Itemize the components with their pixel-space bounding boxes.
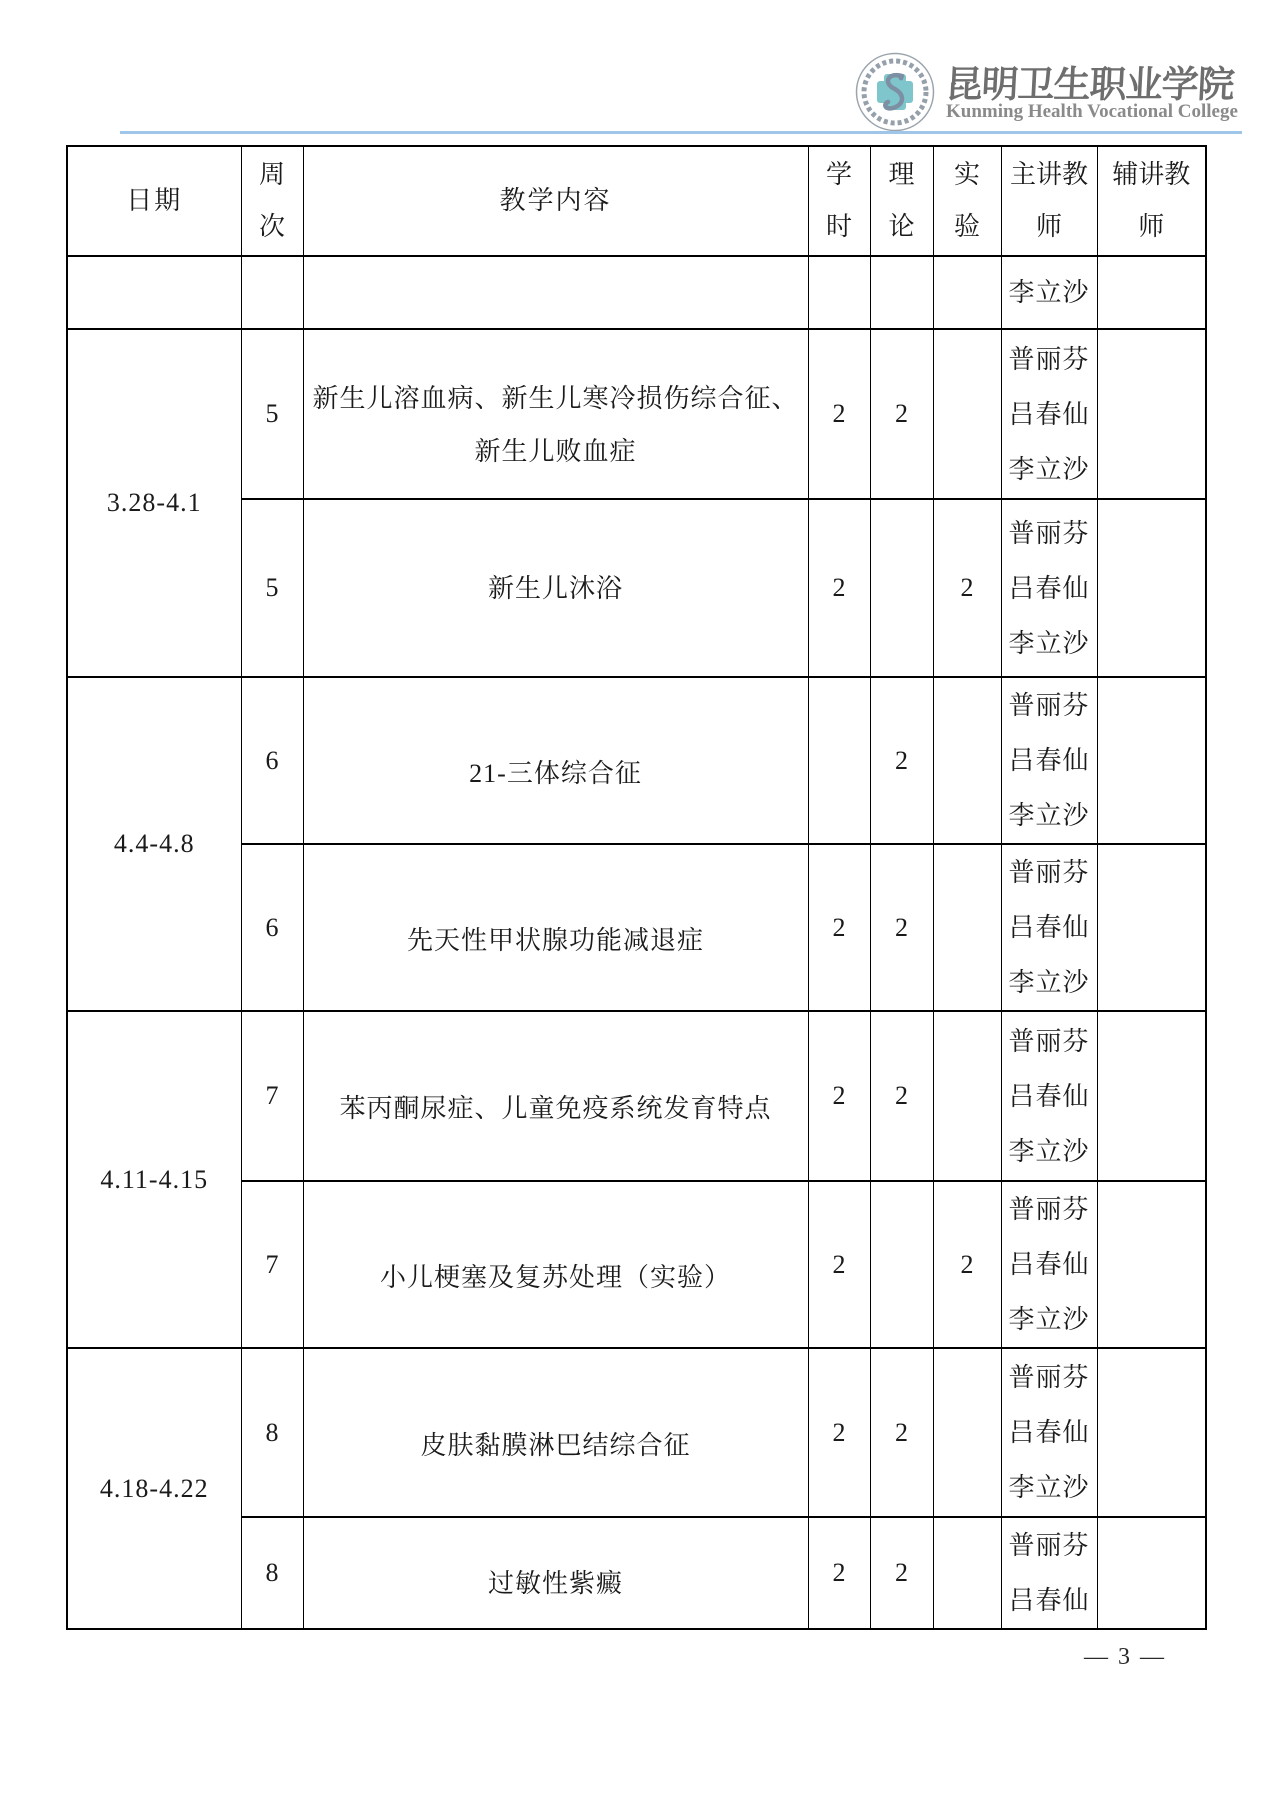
main-teacher-cell: [1001, 1517, 1097, 1629]
teacher-name: 李立沙: [1008, 628, 1090, 658]
hours-cell: 2: [808, 1011, 870, 1181]
teacher-name: 李立沙: [1008, 1305, 1090, 1334]
week-cell: 6: [241, 677, 303, 844]
hours-cell: [808, 256, 870, 329]
header-hours: 学时: [808, 146, 870, 256]
exp-cell: 2: [933, 1181, 1001, 1348]
theory-cell: 2: [870, 844, 933, 1011]
theory-cell: [870, 256, 933, 329]
exp-cell: [933, 1348, 1001, 1517]
content-line: 苯丙酮尿症、儿童免疫系统发育特点: [339, 1094, 772, 1123]
main-teacher-cell: [1001, 844, 1097, 1011]
teaching-schedule-table: [66, 145, 1207, 1630]
teacher-name: 吕春仙: [1008, 1250, 1090, 1279]
teacher-name: 普丽芬: [1008, 1195, 1090, 1224]
asst-teacher-cell: [1097, 1517, 1206, 1629]
hours-cell: [808, 677, 870, 844]
teacher-name: 吕春仙: [1008, 1586, 1090, 1615]
header-theory: 理论: [870, 146, 933, 256]
date-cell: 4.11-4.15: [67, 1011, 241, 1348]
teacher-name: 李立沙: [1008, 801, 1090, 830]
teacher-name: 李立沙: [1008, 1473, 1090, 1502]
table-row: [67, 1348, 1206, 1517]
hours-cell: 2: [808, 1181, 870, 1348]
hours-cell: 2: [808, 1348, 870, 1517]
exp-cell: [933, 256, 1001, 329]
teacher-name: 李立沙: [1008, 968, 1090, 997]
header-asst-teacher: 辅讲教师: [1097, 146, 1206, 256]
date-cell: 4.18-4.22: [67, 1348, 241, 1629]
exp-cell: [933, 329, 1001, 499]
header-week: 周次: [241, 146, 303, 256]
teacher-name: 普丽芬: [1008, 344, 1090, 374]
table-row: [67, 256, 1206, 329]
theory-cell: 2: [870, 677, 933, 844]
teacher-name: 李立沙: [1008, 278, 1090, 307]
exp-cell: [933, 1517, 1001, 1629]
week-cell: 5: [241, 329, 303, 499]
teacher-name: 普丽芬: [1008, 1363, 1090, 1392]
content-cell: [303, 1517, 808, 1629]
asst-teacher-cell: [1097, 256, 1206, 329]
teacher-name: 吕春仙: [1008, 399, 1090, 429]
content-cell: [303, 1181, 808, 1348]
asst-teacher-cell: [1097, 1348, 1206, 1517]
week-cell: 7: [241, 1181, 303, 1348]
asst-teacher-cell: [1097, 1181, 1206, 1348]
content-cell: [303, 256, 808, 329]
teacher-name: 吕春仙: [1008, 913, 1090, 942]
main-teacher-cell: [1001, 256, 1097, 329]
week-cell: [241, 256, 303, 329]
week-cell: 7: [241, 1011, 303, 1181]
teacher-name: 普丽芬: [1008, 858, 1090, 887]
hours-cell: 2: [808, 844, 870, 1011]
exp-cell: [933, 844, 1001, 1011]
college-seal-icon: [855, 52, 935, 132]
teacher-name: 吕春仙: [1008, 1081, 1090, 1111]
main-teacher-cell: [1001, 499, 1097, 677]
main-teacher-cell: [1001, 1181, 1097, 1348]
teacher-name: 李立沙: [1008, 454, 1090, 484]
teacher-name: 吕春仙: [1008, 1418, 1090, 1447]
letterhead-divider: [120, 131, 1242, 134]
hours-cell: 2: [808, 499, 870, 677]
teacher-name: 吕春仙: [1008, 746, 1090, 775]
asst-teacher-cell: [1097, 499, 1206, 677]
asst-teacher-cell: [1097, 677, 1206, 844]
content-line: 过敏性紫癜: [487, 1568, 623, 1598]
hours-cell: 2: [808, 1517, 870, 1629]
content-cell: [303, 844, 808, 1011]
page-number: — 3 —: [1084, 1644, 1166, 1670]
content-line: 新生儿败血症: [474, 437, 637, 466]
asst-teacher-cell: [1097, 1011, 1206, 1181]
theory-cell: [870, 499, 933, 677]
header-date: 日期: [67, 146, 241, 256]
asst-teacher-cell: [1097, 329, 1206, 499]
date-cell: 3.28-4.1: [67, 329, 241, 677]
exp-cell: [933, 1011, 1001, 1181]
date-cell: [67, 256, 241, 329]
exp-cell: 2: [933, 499, 1001, 677]
teacher-name: 吕春仙: [1008, 573, 1090, 603]
table-row: [67, 1011, 1206, 1181]
seal-cross: [877, 74, 913, 110]
week-cell: 8: [241, 1348, 303, 1517]
content-line: 皮肤黏膜淋巴结综合征: [420, 1430, 691, 1460]
theory-cell: 2: [870, 1517, 933, 1629]
content-cell: [303, 499, 808, 677]
week-cell: 5: [241, 499, 303, 677]
content-line: 先天性甲状腺功能减退症: [406, 925, 704, 955]
main-teacher-cell: [1001, 677, 1097, 844]
teacher-name: 普丽芬: [1008, 691, 1090, 720]
teacher-name: 普丽芬: [1008, 1026, 1090, 1056]
asst-teacher-cell: [1097, 844, 1206, 1011]
exp-cell: [933, 677, 1001, 844]
college-name-en: Kunming Health Vocational College: [946, 101, 1238, 122]
week-cell: 8: [241, 1517, 303, 1629]
content-line: 新生儿溶血病、新生儿寒冷损伤综合征、: [312, 384, 799, 413]
theory-cell: 2: [870, 329, 933, 499]
table-header-row: [67, 146, 1206, 256]
table-row: [67, 677, 1206, 844]
table-row: [67, 329, 1206, 499]
hours-cell: 2: [808, 329, 870, 499]
content-line: 新生儿沐浴: [487, 573, 623, 603]
teacher-name: 李立沙: [1008, 1136, 1090, 1166]
date-cell: 4.4-4.8: [67, 677, 241, 1011]
main-teacher-cell: [1001, 1348, 1097, 1517]
content-line: 21-三体综合征: [469, 758, 642, 788]
college-name-zh: 昆明卫生职业学院: [944, 65, 1235, 106]
content-cell: [303, 1011, 808, 1181]
header-main-teacher: 主讲教师: [1001, 146, 1097, 256]
main-teacher-cell: [1001, 1011, 1097, 1181]
main-teacher-cell: [1001, 329, 1097, 499]
header-content: 教学内容: [303, 146, 808, 256]
content-cell: [303, 1348, 808, 1517]
theory-cell: [870, 1181, 933, 1348]
content-cell: [303, 677, 808, 844]
letterhead: [0, 0, 1274, 140]
theory-cell: 2: [870, 1348, 933, 1517]
content-cell: [303, 329, 808, 499]
teacher-name: 普丽芬: [1008, 1531, 1090, 1560]
teacher-name: 普丽芬: [1008, 518, 1090, 548]
week-cell: 6: [241, 844, 303, 1011]
content-line: 小儿梗塞及复苏处理（实验）: [379, 1262, 731, 1292]
header-exp: 实验: [933, 146, 1001, 256]
theory-cell: 2: [870, 1011, 933, 1181]
